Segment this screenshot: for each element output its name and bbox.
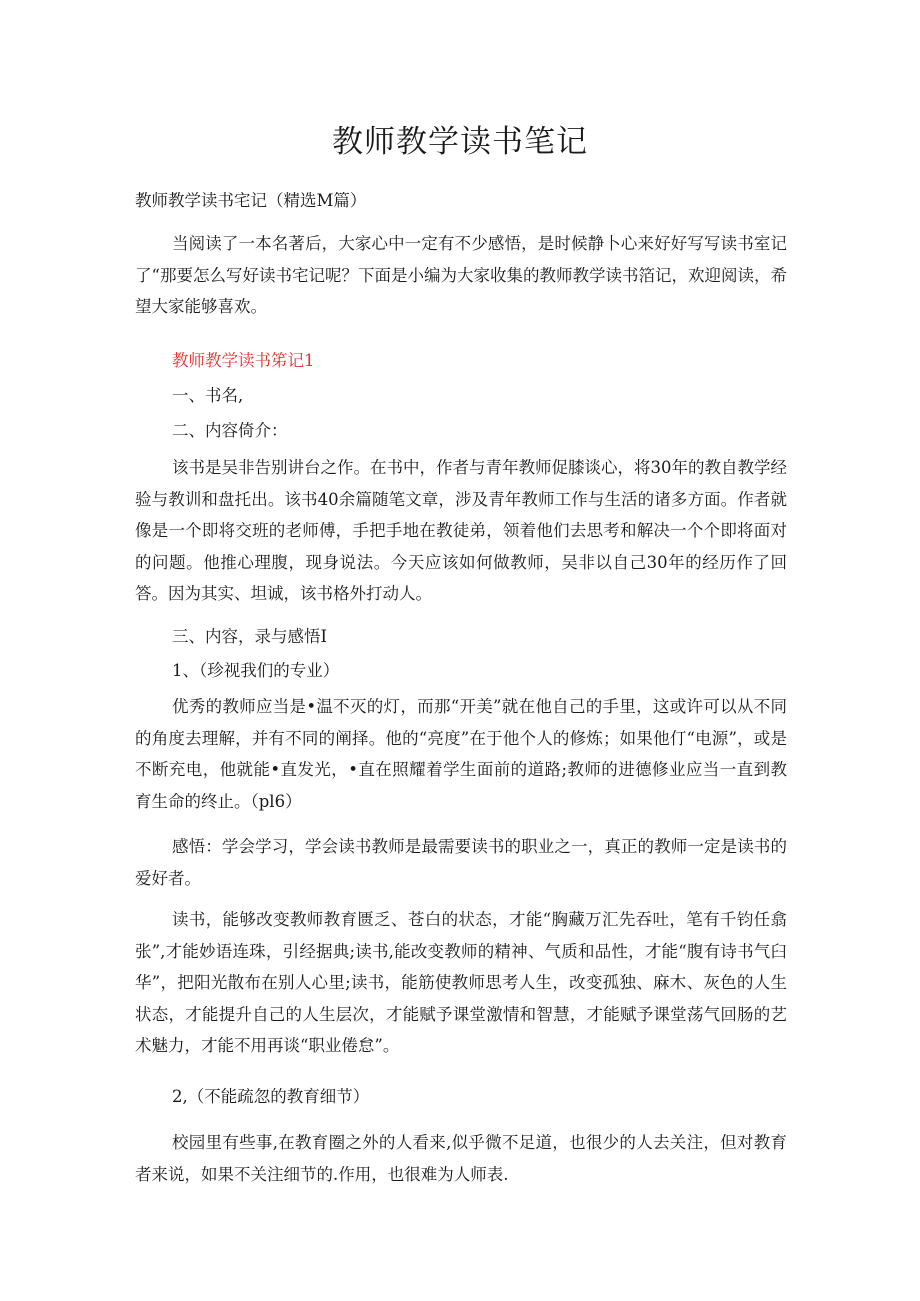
item-summary-heading: 二、内容倚介： [172,421,288,440]
reflection2-paragraph: 读书，能够改变教师教育匮乏、苍白的状态，才能“胸藏万汇先吞吐，笔有千钧任翕张”,才能妙语连珠，引经据典;读书,能改变教师的精神、气质和品性，才能“腹有诗书气臼华”，把阳光散布在别人心里;读书，能筋使教师思考人生，改变孤独、麻木、灰色的人生状态，才能提升自己的人生层次，才能赋予课堂激情和智慧，才能赋予课堂荡气回肠的艺术魅力，才能不用再谈“职业倦怠”。 [135,910,787,1055]
point1-title: 1、（珍视我们的专业） [172,661,340,680]
document-title: 教师教学读书笔记 [332,124,588,160]
item-excerpts-heading: 三、内容，录与感悟I [172,627,328,646]
point2-paragraph: 校园里有些事,在教育圈之外的人看来,似乎微不足道，也很少的人去关注，但对教育者来说，如果不关注细节的.作用，也很难为人师表. [135,1133,787,1184]
point1-paragraph: 优秀的教师应当是•温不灭的灯，而那“开美”就在他自己的手里，这或许可以从不同的角度去理解，并有不同的阐择。他的“亮度”在于他个人的修炼；如果他仃“电源”，或是不断充电，他就能•直发光，•直在照耀着学生面前的道路;教师的进德修业应当一直到教育生命的终止。（pl6） [135,697,787,811]
document-subtitle: 教师教学读书宅记（精选M篇） [135,191,367,210]
section-heading: 教师教学读书笫记1 [172,351,315,370]
item-book-name: 一、书名, [172,386,244,405]
point2-title: 2,（不能疏忽的教育细节） [172,1087,370,1106]
reflection1-paragraph: 感悟：学会学习，学会读书教师是最需要读书的职业之一，真正的教师一定是读书的爱好者。 [135,837,787,888]
intro-paragraph: 当阅读了一本名著后，大家心中一定有不少感悟，是时候静卜心来好好写写读书室记了“那要怎么写好读书宅记呢？下面是小编为大家收集的教师教学读书箔记，欢迎阅读，希望大家能够喜欢。 [135,234,787,316]
summary-paragraph: 该书是吴非告别讲台之作。在书中，作者与青年教师促膝谈心，将30年的教自教学经验与教训和盘托出。该书40余篇随笔文章，涉及青年教师工作与生活的诸多方面。作者就像是一个即将交班的老师傅，手把手地在教徒弟，领着他们去思考和解决一个个即将面对的问题。他推心理腹，现身说法。今天应该如何做教师，吴非以自己30年的经历作了回答。因为其实、坦诚，该书格外打动人。 [135,458,787,603]
